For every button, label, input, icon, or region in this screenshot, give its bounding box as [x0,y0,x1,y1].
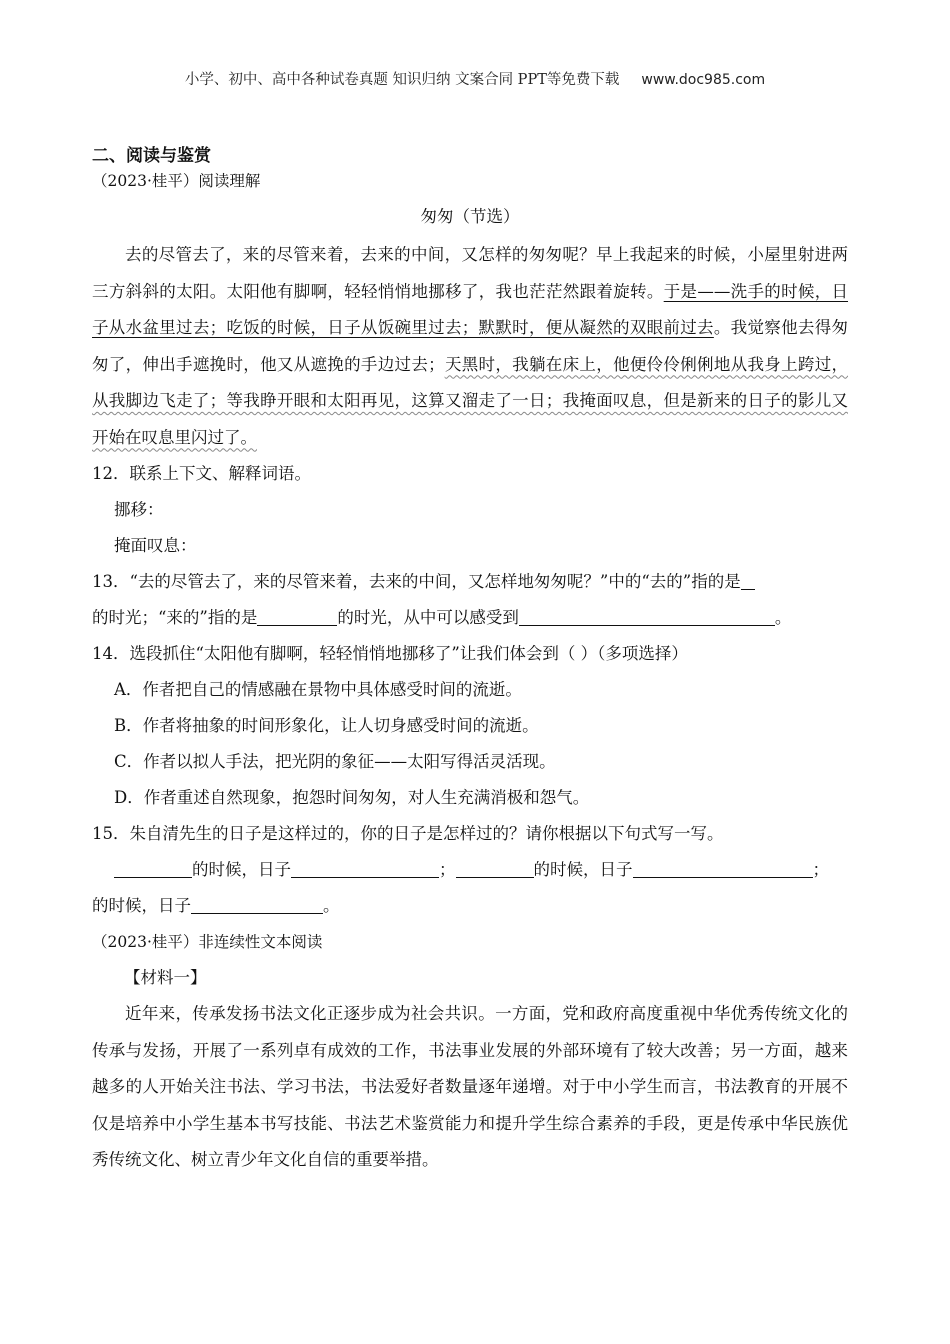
passage-paragraph [92,237,848,456]
q15-text-2: 的时候，日子 [533,860,633,879]
page-header [0,68,950,89]
q15-blank-3[interactable] [456,859,534,878]
header-url[interactable]: www.doc985.com [641,72,766,88]
q14-option-b[interactable]: B．作者将抽象的时间形象化，让人切身感受时间的流逝。 [114,716,539,735]
q15-blank-4[interactable] [633,859,813,878]
q14-option-d[interactable]: D．作者重述自然现象，抱怨时间匆匆，对人生充满消极和怨气。 [114,788,590,807]
q15-fill-line-2 [92,888,848,924]
passage-text-2: 。我觉察他去得匆匆了，伸出手遮挽时，他又从遮挽的手边过去； [92,318,849,374]
q13-blank-1[interactable] [741,571,755,590]
q13-text-4: 。 [774,608,792,627]
passage-title: 匆匆（节选） [420,207,520,226]
passage-underlined-straight: 于是——洗手的时候，日子从水盆里过去；吃饭的时候，日子从饭碗里过去；默默时，便从凝然的双眼前过去 [92,281,849,337]
q15-semicolon-1: ； [439,860,456,879]
q15-semicolon-2: ； [812,860,829,879]
material-paragraph: 近年来，传承发扬书法文化正逐步成为社会共识。一方面，党和政府高度重视中华优秀传统文化的传承与发扬，开展了一系列卓有成效的工作，书法事业发展的外部环境有了较大改善；另一方面，越来越多的人开始关注书法、学习书法，书法爱好者数量逐年递增。对于中小学生而言，书法教育的开展不仅是培养中小学生基本书写技能、书法艺术鉴赏能力和提升学生综合素养的手段，更是传承中华民族优秀传统文化、树立青少年文化自信的重要举措。 [92,1004,848,1169]
source-label-1: （2023·桂平）阅读理解 [92,172,261,190]
q15-blank-5[interactable] [191,895,323,914]
q13-text-1: 13．“去的尽管去了，来的尽管来着，去来的中间，又怎样地匆匆呢？”中的“去的”指的是 [92,572,741,591]
q13-blank-2[interactable] [257,607,337,626]
q14-option-a[interactable]: A．作者把自己的情感融在景物中具体感受时间的流逝。 [114,680,522,699]
question-12: 12．联系上下文、解释词语。 [92,464,311,483]
question-15: 15．朱自清先生的日子是这样过的，你的日子是怎样过的？请你根据以下句式写一写。 [92,824,724,843]
material-label: 【材料一】 [124,968,207,987]
q15-text-1: 的时候，日子 [192,860,291,879]
q15-blank-2[interactable] [291,859,439,878]
q15-blank-1[interactable] [114,859,192,878]
header-text: 小学、初中、高中各种试卷真题 知识归纳 文案合同 PPT等免费下载 [184,72,620,88]
q14-option-c[interactable]: C．作者以拟人手法，把光阴的象征——太阳写得活灵活现。 [114,752,556,771]
question-13 [92,564,848,636]
q12-word-2: 掩面叹息： [114,536,197,555]
passage-text-1: 去的尽管去了，来的尽管来着，去来的中间，又怎样的匆匆呢？早上我起来的时候，小屋里射进两三方斜斜的太阳。太阳他有脚啊，轻轻悄悄地挪移了，我也茫茫然跟着旋转。 [92,245,848,301]
q13-text-3: 的时光，从中可以感受到 [337,608,519,627]
question-14: 14．选段抓住“太阳他有脚啊，轻轻悄悄地挪移了”让我们体会到（ ）（多项选择） [92,644,688,663]
source-label-2: （2023·桂平）非连续性文本阅读 [92,933,323,951]
q15-fill-line-1 [92,852,848,888]
q13-text-2: 的时光；“来的”指的是 [92,608,258,627]
q13-blank-3[interactable] [519,607,775,626]
q15-end: 。 [323,896,340,915]
q15-text-3: 的时候，日子 [92,896,191,915]
q12-word-1: 挪移： [114,500,164,519]
passage-underlined-wavy: 天黑时，我躺在床上，他便伶伶俐俐地从我身上跨过，从我脚边飞走了；等我睁开眼和太阳再见，这算又溜走了一日；我掩面叹息，但是新来的日子的影儿又开始在叹息里闪过了。 [92,354,849,447]
section-title: 二、阅读与鉴赏 [92,146,211,166]
document-body [92,143,848,1179]
